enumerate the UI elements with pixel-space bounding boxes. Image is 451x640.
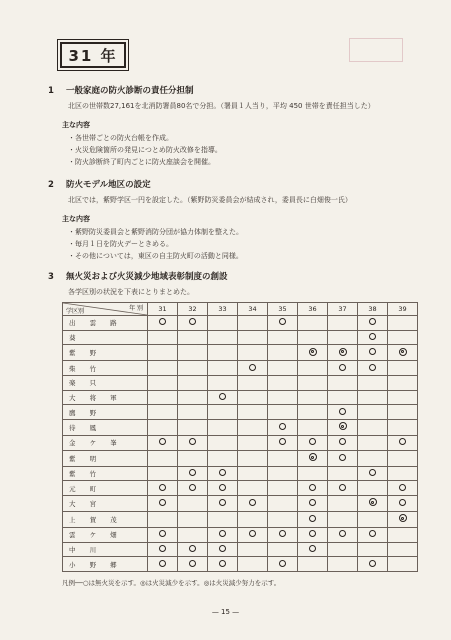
mark-cell (178, 528, 208, 543)
table-row (63, 345, 418, 361)
no-fire-circle-mark (369, 318, 376, 325)
mark-cell (238, 419, 268, 435)
section-2-item: ・その他については，東区の自主防火町の活動と同様。 (68, 252, 243, 260)
section-2-item: ・毎月１日を防火デーときめる。 (68, 240, 173, 248)
table-row (63, 316, 418, 331)
no-fire-circle-mark (369, 560, 376, 567)
mark-cell (178, 330, 208, 345)
year-column-header: 34 (238, 303, 268, 316)
mark-cell (178, 390, 208, 405)
mark-cell (388, 450, 418, 466)
mark-cell (298, 528, 328, 543)
no-fire-circle-mark (279, 318, 286, 325)
mark-cell (298, 405, 328, 420)
no-fire-circle-mark (219, 484, 226, 491)
section-title: 無火災および火災減少地域表彰制度の創設 (66, 272, 228, 282)
mark-cell (148, 542, 178, 557)
no-fire-circle-mark (309, 515, 316, 522)
no-fire-circle-mark (219, 499, 226, 506)
no-fire-circle-mark (309, 499, 316, 506)
mark-cell (208, 511, 238, 527)
no-fire-circle-mark (219, 469, 226, 476)
mark-cell (358, 528, 388, 543)
section-2-paragraph: 北区では，紫野学区一円を設定した。（紫野防災委員会が結成され，委員長に白畑俊一氏） (68, 196, 352, 204)
mark-cell (328, 450, 358, 466)
mark-cell (238, 361, 268, 376)
table-row (63, 330, 418, 345)
mark-cell (148, 375, 178, 390)
mark-cell (148, 390, 178, 405)
mark-cell (238, 557, 268, 572)
no-fire-circle-mark (339, 408, 346, 415)
mark-cell (298, 330, 328, 345)
no-fire-circle-mark (279, 530, 286, 537)
mark-cell (388, 375, 418, 390)
no-fire-circle-mark (189, 484, 196, 491)
mark-cell (238, 390, 268, 405)
mark-cell (298, 361, 328, 376)
mark-cell (178, 542, 208, 557)
fire-reduction-double-circle-mark (369, 498, 377, 506)
mark-cell (358, 361, 388, 376)
district-name-cell: 雲 ケ 畑 (63, 528, 148, 543)
district-name-cell: 大 宮 (63, 495, 148, 511)
mark-cell (178, 511, 208, 527)
section-1-item: ・火災危険箇所の発見につとめ防火改修を指導。 (68, 146, 222, 154)
mark-cell (208, 450, 238, 466)
mark-cell (298, 450, 328, 466)
mark-cell (358, 495, 388, 511)
no-fire-circle-mark (159, 560, 166, 567)
no-fire-circle-mark (189, 545, 196, 552)
table-row (63, 466, 418, 481)
no-fire-circle-mark (369, 530, 376, 537)
mark-cell (178, 450, 208, 466)
fire-reduction-double-circle-mark (309, 348, 317, 356)
mark-cell (148, 557, 178, 572)
no-fire-circle-mark (159, 545, 166, 552)
mark-cell (238, 481, 268, 496)
year-column-header: 37 (328, 303, 358, 316)
mark-cell (388, 316, 418, 331)
mark-cell (328, 435, 358, 450)
mark-cell (178, 375, 208, 390)
mark-cell (208, 557, 238, 572)
mark-cell (358, 345, 388, 361)
mark-cell (178, 435, 208, 450)
section-2-heading (48, 178, 151, 190)
mark-cell (358, 316, 388, 331)
table-row (63, 511, 418, 527)
mark-cell (268, 557, 298, 572)
table-row (63, 557, 418, 572)
no-fire-circle-mark (249, 530, 256, 537)
mark-cell (208, 361, 238, 376)
bleed-through-box (349, 38, 403, 62)
mark-cell (148, 419, 178, 435)
header-area-label: 学区別 (66, 308, 85, 315)
mark-cell (208, 330, 238, 345)
mark-cell (238, 495, 268, 511)
header-year-label: 年 別 (129, 305, 143, 312)
mark-cell (208, 375, 238, 390)
district-name-cell: 大 将 軍 (63, 390, 148, 405)
mark-cell (388, 419, 418, 435)
mark-cell (358, 435, 388, 450)
no-fire-circle-mark (309, 438, 316, 445)
section-number: 1 (48, 86, 54, 96)
mark-cell (328, 557, 358, 572)
mark-cell (388, 345, 418, 361)
table-row (63, 375, 418, 390)
mark-cell (208, 528, 238, 543)
mark-cell (388, 511, 418, 527)
no-fire-circle-mark (189, 560, 196, 567)
mark-cell (298, 435, 328, 450)
no-fire-circle-mark (369, 348, 376, 355)
mark-cell (298, 557, 328, 572)
section-number: 2 (48, 180, 54, 190)
district-name-cell: 金 ケ 峯 (63, 435, 148, 450)
mark-cell (388, 361, 418, 376)
mark-cell (238, 330, 268, 345)
mark-cell (328, 481, 358, 496)
mark-cell (328, 345, 358, 361)
mark-cell (298, 481, 328, 496)
mark-cell (238, 511, 268, 527)
table-row (63, 481, 418, 496)
mark-cell (178, 345, 208, 361)
mark-cell (268, 435, 298, 450)
mark-cell (328, 390, 358, 405)
mark-cell (328, 375, 358, 390)
table-row (63, 405, 418, 420)
mark-cell (268, 511, 298, 527)
section-1-subheading: 主な内容 (62, 121, 90, 129)
district-name-cell: 楽 只 (63, 375, 148, 390)
mark-cell (148, 511, 178, 527)
mark-cell (148, 450, 178, 466)
mark-cell (298, 511, 328, 527)
fire-reduction-double-circle-mark (339, 422, 347, 430)
no-fire-circle-mark (159, 318, 166, 325)
mark-cell (268, 419, 298, 435)
district-name-cell: 鷹 野 (63, 405, 148, 420)
mark-cell (148, 481, 178, 496)
table-row (63, 361, 418, 376)
table-row (63, 542, 418, 557)
mark-cell (238, 528, 268, 543)
no-fire-circle-mark (279, 438, 286, 445)
section-3-heading (48, 270, 228, 282)
mark-cell (298, 419, 328, 435)
section-1-heading (48, 84, 194, 96)
mark-cell (268, 450, 298, 466)
table-row (63, 528, 418, 543)
table-row (63, 495, 418, 511)
mark-cell (358, 481, 388, 496)
no-fire-circle-mark (399, 438, 406, 445)
year-column-header: 36 (298, 303, 328, 316)
mark-cell (358, 466, 388, 481)
mark-cell (148, 528, 178, 543)
mark-cell (328, 419, 358, 435)
mark-cell (148, 435, 178, 450)
page-number: — 15 — (211, 608, 240, 616)
fire-reduction-double-circle-mark (309, 453, 317, 461)
mark-cell (208, 419, 238, 435)
district-name-cell: 紫 明 (63, 450, 148, 466)
no-fire-circle-mark (369, 469, 376, 476)
mark-cell (178, 495, 208, 511)
table-row (63, 419, 418, 435)
table-legend: 凡例──○は無火災を示す。◎は火災減少を示す。◎は火災減少努力を示す。 (62, 579, 281, 587)
section-1-paragraph: 北区の世帯数27,161を北消防署員80名で分担。（署員１人当り，平均 450 世帯を責任担当した） (68, 102, 375, 110)
mark-cell (268, 316, 298, 331)
mark-cell (298, 375, 328, 390)
mark-cell (388, 481, 418, 496)
no-fire-circle-mark (309, 530, 316, 537)
mark-cell (208, 542, 238, 557)
mark-cell (388, 405, 418, 420)
mark-cell (208, 495, 238, 511)
year-column-header: 35 (268, 303, 298, 316)
mark-cell (238, 345, 268, 361)
mark-cell (268, 542, 298, 557)
mark-cell (358, 511, 388, 527)
mark-cell (358, 557, 388, 572)
mark-cell (298, 345, 328, 361)
section-title: 一般家庭の防火診断の責任分担制 (66, 86, 194, 96)
no-fire-circle-mark (189, 438, 196, 445)
mark-cell (328, 511, 358, 527)
no-fire-circle-mark (219, 560, 226, 567)
district-name-cell: 小 野 郷 (63, 557, 148, 572)
mark-cell (178, 361, 208, 376)
mark-cell (388, 330, 418, 345)
mark-cell (328, 542, 358, 557)
fire-reduction-double-circle-mark (339, 348, 347, 356)
district-name-cell: 上 賀 茂 (63, 511, 148, 527)
district-name-cell: 紫 竹 (63, 466, 148, 481)
mark-cell (148, 330, 178, 345)
mark-cell (328, 466, 358, 481)
table-header-row (63, 303, 418, 316)
fire-reduction-double-circle-mark (399, 514, 407, 522)
no-fire-circle-mark (159, 484, 166, 491)
table-body (63, 316, 418, 572)
mark-cell (148, 361, 178, 376)
year-heading: 31 年 (60, 42, 126, 68)
mark-cell (268, 375, 298, 390)
mark-cell (268, 330, 298, 345)
mark-cell (298, 542, 328, 557)
mark-cell (328, 495, 358, 511)
no-fire-circle-mark (249, 364, 256, 371)
mark-cell (148, 405, 178, 420)
district-name-cell: 紫 野 (63, 345, 148, 361)
mark-cell (388, 390, 418, 405)
mark-cell (178, 316, 208, 331)
no-fire-circle-mark (399, 484, 406, 491)
mark-cell (358, 375, 388, 390)
no-fire-circle-mark (309, 484, 316, 491)
section-title: 防火モデル地区の設定 (66, 180, 151, 190)
mark-cell (178, 405, 208, 420)
no-fire-circle-mark (159, 499, 166, 506)
table-row (63, 390, 418, 405)
mark-cell (358, 419, 388, 435)
mark-cell (178, 466, 208, 481)
mark-cell (388, 542, 418, 557)
no-fire-circle-mark (159, 438, 166, 445)
fire-reduction-double-circle-mark (399, 348, 407, 356)
no-fire-circle-mark (279, 423, 286, 430)
mark-cell (208, 435, 238, 450)
mark-cell (178, 419, 208, 435)
mark-cell (358, 450, 388, 466)
no-fire-circle-mark (219, 545, 226, 552)
mark-cell (358, 390, 388, 405)
no-fire-circle-mark (369, 333, 376, 340)
mark-cell (298, 316, 328, 331)
no-fire-circle-mark (399, 499, 406, 506)
no-fire-circle-mark (159, 530, 166, 537)
mark-cell (388, 466, 418, 481)
district-name-cell: 元 町 (63, 481, 148, 496)
mark-cell (268, 495, 298, 511)
mark-cell (238, 542, 268, 557)
mark-cell (328, 316, 358, 331)
no-fire-circle-mark (249, 499, 256, 506)
mark-cell (178, 557, 208, 572)
no-fire-circle-mark (309, 545, 316, 552)
mark-cell (268, 390, 298, 405)
mark-cell (328, 330, 358, 345)
mark-cell (148, 316, 178, 331)
mark-cell (268, 405, 298, 420)
section-3-paragraph: 各学区別の状況を下表にとりまとめた。 (68, 288, 194, 296)
district-name-cell: 柴 竹 (63, 361, 148, 376)
mark-cell (328, 528, 358, 543)
mark-cell (328, 361, 358, 376)
section-1-item: ・防火診断終了町内ごとに防火座談会を開催。 (68, 158, 215, 166)
no-fire-circle-mark (339, 484, 346, 491)
mark-cell (208, 466, 238, 481)
no-fire-circle-mark (219, 393, 226, 400)
table-row (63, 435, 418, 450)
mark-cell (358, 405, 388, 420)
table-row (63, 450, 418, 466)
mark-cell (238, 435, 268, 450)
mark-cell (298, 495, 328, 511)
mark-cell (148, 345, 178, 361)
mark-cell (238, 405, 268, 420)
no-fire-circle-mark (279, 560, 286, 567)
no-fire-circle-mark (339, 438, 346, 445)
year-column-header: 32 (178, 303, 208, 316)
year-column-header: 39 (388, 303, 418, 316)
mark-cell (268, 528, 298, 543)
district-name-cell: 中 川 (63, 542, 148, 557)
mark-cell (358, 330, 388, 345)
no-fire-circle-mark (219, 530, 226, 537)
section-1-item: ・各世帯ごとの防火台帳を作成。 (68, 134, 173, 142)
mark-cell (268, 345, 298, 361)
section-number: 3 (48, 272, 54, 282)
mark-cell (238, 450, 268, 466)
mark-cell (208, 390, 238, 405)
no-fire-circle-mark (369, 364, 376, 371)
no-fire-circle-mark (339, 530, 346, 537)
award-table (62, 302, 418, 572)
mark-cell (238, 316, 268, 331)
no-fire-circle-mark (189, 318, 196, 325)
mark-cell (388, 495, 418, 511)
mark-cell (298, 466, 328, 481)
mark-cell (298, 390, 328, 405)
mark-cell (238, 466, 268, 481)
mark-cell (148, 466, 178, 481)
mark-cell (208, 345, 238, 361)
mark-cell (328, 405, 358, 420)
district-name-cell: 葵 (63, 330, 148, 345)
no-fire-circle-mark (339, 364, 346, 371)
mark-cell (238, 375, 268, 390)
mark-cell (358, 542, 388, 557)
mark-cell (208, 481, 238, 496)
table-corner-cell (63, 303, 148, 316)
year-column-header: 38 (358, 303, 388, 316)
year-column-header: 33 (208, 303, 238, 316)
year-column-header: 31 (148, 303, 178, 316)
district-name-cell: 待 鳳 (63, 419, 148, 435)
mark-cell (208, 316, 238, 331)
section-2-subheading: 主な内容 (62, 215, 90, 223)
mark-cell (388, 435, 418, 450)
no-fire-circle-mark (339, 454, 346, 461)
mark-cell (148, 495, 178, 511)
mark-cell (208, 405, 238, 420)
mark-cell (268, 361, 298, 376)
mark-cell (268, 481, 298, 496)
district-name-cell: 出 雲 路 (63, 316, 148, 331)
mark-cell (178, 481, 208, 496)
mark-cell (388, 528, 418, 543)
mark-cell (268, 466, 298, 481)
mark-cell (388, 557, 418, 572)
no-fire-circle-mark (189, 469, 196, 476)
section-2-item: ・紫野防災委員会と紫野消防分団が協力体制を整えた。 (68, 228, 243, 236)
